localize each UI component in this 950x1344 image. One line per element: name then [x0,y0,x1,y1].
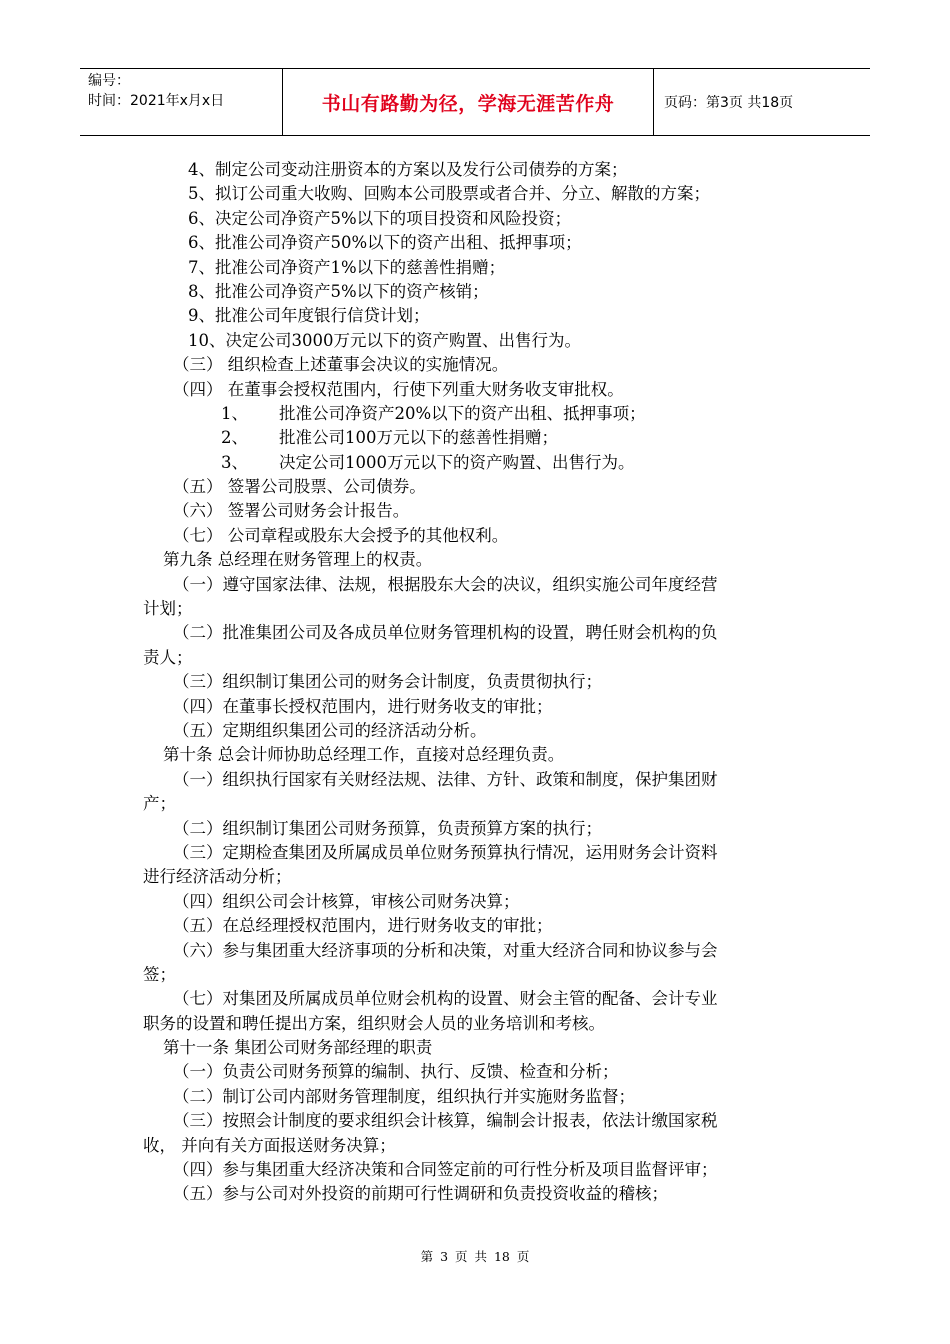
body-line: （六） 签署公司财务会计报告。 [173,501,410,521]
page-header [80,68,870,136]
article-heading: 第九条 总经理在财务管理上的权责。 [163,550,433,570]
body-line: 计划； [143,599,193,619]
sublist-number: 1、 [221,403,248,423]
page-footer: 第 3 页 共 18 页 [420,1249,530,1264]
body-line: （四）参与集团重大经济决策和合同签定前的可行性分析及项目监督评审； [173,1160,718,1180]
body-line: 6、决定公司净资产5%以下的项目投资和风险投资； [188,208,572,228]
sublist-item [143,451,808,475]
body-line: （六）参与集团重大经济事项的分析和决策，对重大经济合同和协议参与会 [173,940,718,960]
body-line: （五）在总经理授权范围内，进行财务收支的审批； [173,916,553,936]
sublist-item [143,402,808,426]
body-line: （二）组织制订集团公司财务预算，负责预算方案的执行； [173,818,602,838]
body-line: 10、决定公司3000万元以下的资产购置、出售行为。 [188,330,581,350]
body-line: 职务的设置和聘任提出方案，组织财会人员的业务培训和考核。 [143,1013,605,1033]
body-line: 产； [143,794,176,814]
header-meta [80,69,282,135]
body-line: （七）对集团及所属成员单位财会机构的设置、财会主管的配备、会计专业 [173,989,718,1009]
document-number-label: 编号： [88,73,130,89]
body-line: 6、批准公司净资产50%以下的资产出租、抵押事项； [188,233,582,253]
sublist-number: 2、 [221,428,248,448]
document-date-label: 时间：2021年x月x日 [88,93,225,109]
sublist-text: 批准公司100万元以下的慈善性捐赠； [279,428,558,448]
body-line: 9、批准公司年度银行信贷计划； [188,306,430,326]
sublist-number: 3、 [221,452,248,472]
body-line: （三）按照会计制度的要求组织会计核算，编制会计报表，依法计缴国家税 [173,1111,718,1131]
body-line: 8、批准公司净资产5%以下的资产核销； [188,281,489,301]
article-heading: 第十条 总会计师协助总经理工作，直接对总经理负责。 [163,745,565,765]
sublist-item [143,426,808,450]
body-line: 进行经济活动分析； [143,867,292,887]
body-line: （五）参与公司对外投资的前期可行性调研和负责投资收益的稽核； [173,1184,668,1204]
body-line: 收， 并向有关方面报送财务决算； [143,1135,396,1155]
body-line: （二）批准集团公司及各成员单位财务管理机构的设置，聘任财会机构的负 [173,623,718,643]
body-line: （四）在董事长授权范围内，进行财务收支的审批； [173,696,553,716]
article-heading: 第十一条 集团公司财务部经理的职责 [163,1038,433,1058]
body-line: （三） 组织检查上述董事会决议的实施情况。 [173,355,509,375]
body-line: （四） 在董事会授权范围内，行使下列重大财务收支审批权。 [173,379,624,399]
sublist-text: 决定公司1000万元以下的资产购置、出售行为。 [279,452,635,472]
header-page-info: 页码：第3页 共18页 [664,95,794,111]
body-line: 4、制定公司变动注册资本的方案以及发行公司债券的方案； [188,160,628,179]
body-line: （一）遵守国家法律、法规，根据股东大会的决议，组织实施公司年度经营 [173,574,718,594]
body-line: （一）组织执行国家有关财经法规、法律、方针、政策和制度，保护集团财 [173,769,718,789]
body-line: 签； [143,964,176,984]
body-line: 5、拟订公司重大收购、回购本公司股票或者合并、分立、解散的方案； [188,184,710,204]
body-line: （四）组织公司会计核算，审核公司财务决算； [173,891,520,911]
body-line: （七） 公司章程或股东大会授予的其他权利。 [173,525,509,545]
body-line: （五） 签署公司股票、公司债券。 [173,477,426,497]
header-motto: 书山有路勤为径，学海无涯苦作舟 [282,69,654,135]
body-line: 责人； [143,647,193,667]
sublist-text: 批准公司净资产20%以下的资产出租、抵押事项； [279,403,646,423]
body-line: （三）组织制订集团公司的财务会计制度，负责贯彻执行； [173,672,602,692]
document-body [143,158,808,1207]
body-line: （五）定期组织集团公司的经济活动分析。 [173,720,487,740]
body-line: （二）制订公司内部财务管理制度，组织执行并实施财务监督； [173,1086,635,1106]
body-line: （三）定期检查集团及所属成员单位财务预算执行情况，运用财务会计资料 [173,842,718,862]
body-line: 7、批准公司净资产1%以下的慈善性捐赠； [188,257,506,277]
body-line: （一）负责公司财务预算的编制、执行、反馈、检查和分析； [173,1062,619,1082]
